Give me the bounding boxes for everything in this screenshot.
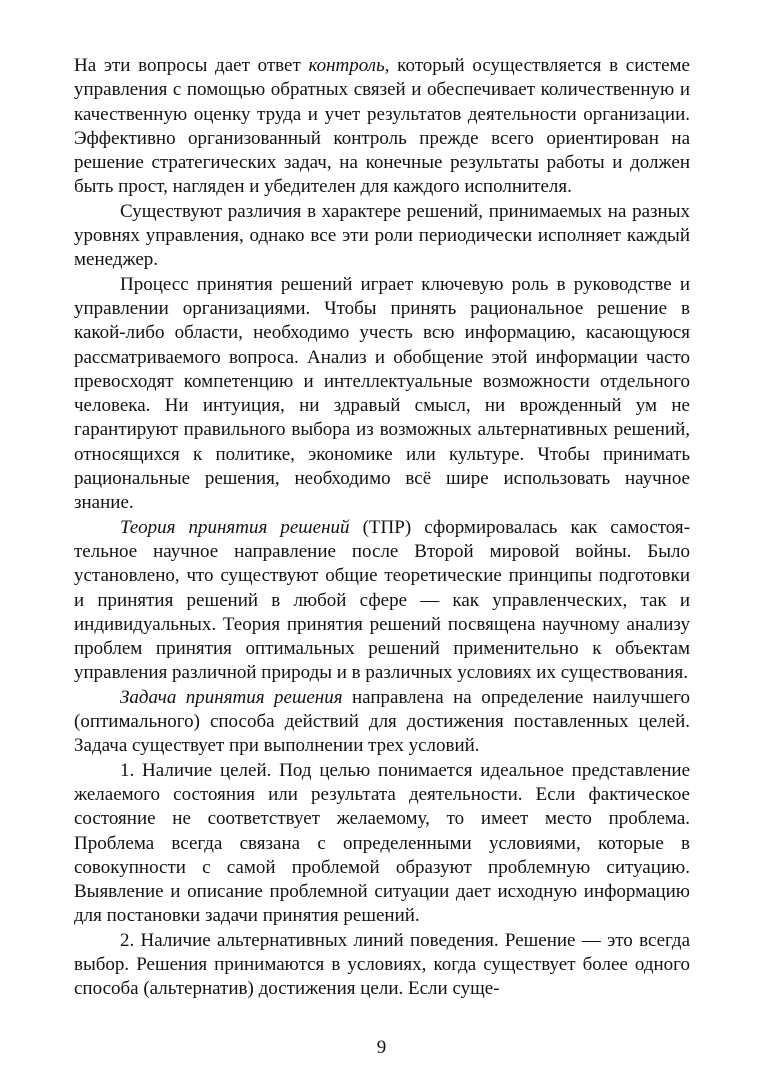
text-run: Существуют различия в характере решений, принимаемых на разных уровнях управления, однако все эти роли периодически исполняет каждый менеджер. [74,200,690,271]
text-run: 2. Наличие альтернативных линий поведения. Решение — это всегда выбор. Решения принимаются в условиях, когда существует более одного способа (альтернатив) достижения цели. Если суще- [74,929,690,1000]
text-run: , который осуществляется в системе управления с помощью обратных связей и обеспечивает количественную и качественную оценку труда и учет результатов деятельности организации. Эффективно организованный контроль прежде всего ориентирован на решение стратегических задач, на конечные результаты работы и должен быть прост, нагляден и убедителен для каждого исполнителя. [74,55,690,198]
paragraph-decision-task [74,686,690,759]
page-body [74,54,690,1002]
text-run: направлена на определение наилучшего (оптимального) способа действий для достижения поставленных целей. Задача существует при выполнении трех условий. [74,686,690,757]
paragraph-decision-theory [74,516,690,686]
text-run: Процесс принятия решений играет ключевую роль в руководстве и управлении организациями. Чтобы принять рациональное решение в какой-либо области, необходимо учесть всю информацию, касающуюся рассматриваемого вопроса. Анализ и обобщение этой информации часто превосходят компетенцию и интеллектуальные возможности отдельного человека. Ни интуиция, ни здравый смысл, ни врожденный ум не гарантируют правильного выбора из возможных альтернативных решений, относящихся к политике, экономике или культуре. Чтобы принимать рациональные решения, необходимо всё шире использовать научное знание. [74,273,690,514]
paragraph-control [74,54,690,200]
text-run: (ТПР) сформировалась как самостоятельное научное направление после Второй мировой войны. Было установлено, что существуют общие теоретические принципы подготовки и принятия решений в любой сфере — как управленческих, так и индивидуальных. Теория принятия решений посвящена научному анализу проблем принятия оптимальных решений применительно к объектам управления различной природы и в различных условиях их существования. [74,516,691,684]
text-run: 1. Наличие целей. Под целью понимается идеальное представление желаемого состояния или результата деятельности. Если фактическое состояние не соответствует желаемому, то имеет место проблема. Проблема всегда связана с определенными условиями, которые в совокупности с самой проблемой образуют проблемную ситуацию. Выявление и описание проблемной ситуации дает исходную информацию для постановки задачи принятия решений. [74,759,690,927]
paragraph-condition-goals [74,759,690,929]
paragraph-decision-process [74,273,690,516]
text-run: На эти вопросы дает ответ [74,55,309,76]
term-decision-task: Задача принятия решения [120,686,343,708]
term-kontrol: контроль [308,55,385,76]
page-number: 9 [376,1037,387,1058]
paragraph-decision-levels [74,200,690,273]
paragraph-condition-alternatives [74,929,690,1002]
term-decision-theory: Теория принятия решений [120,516,350,538]
